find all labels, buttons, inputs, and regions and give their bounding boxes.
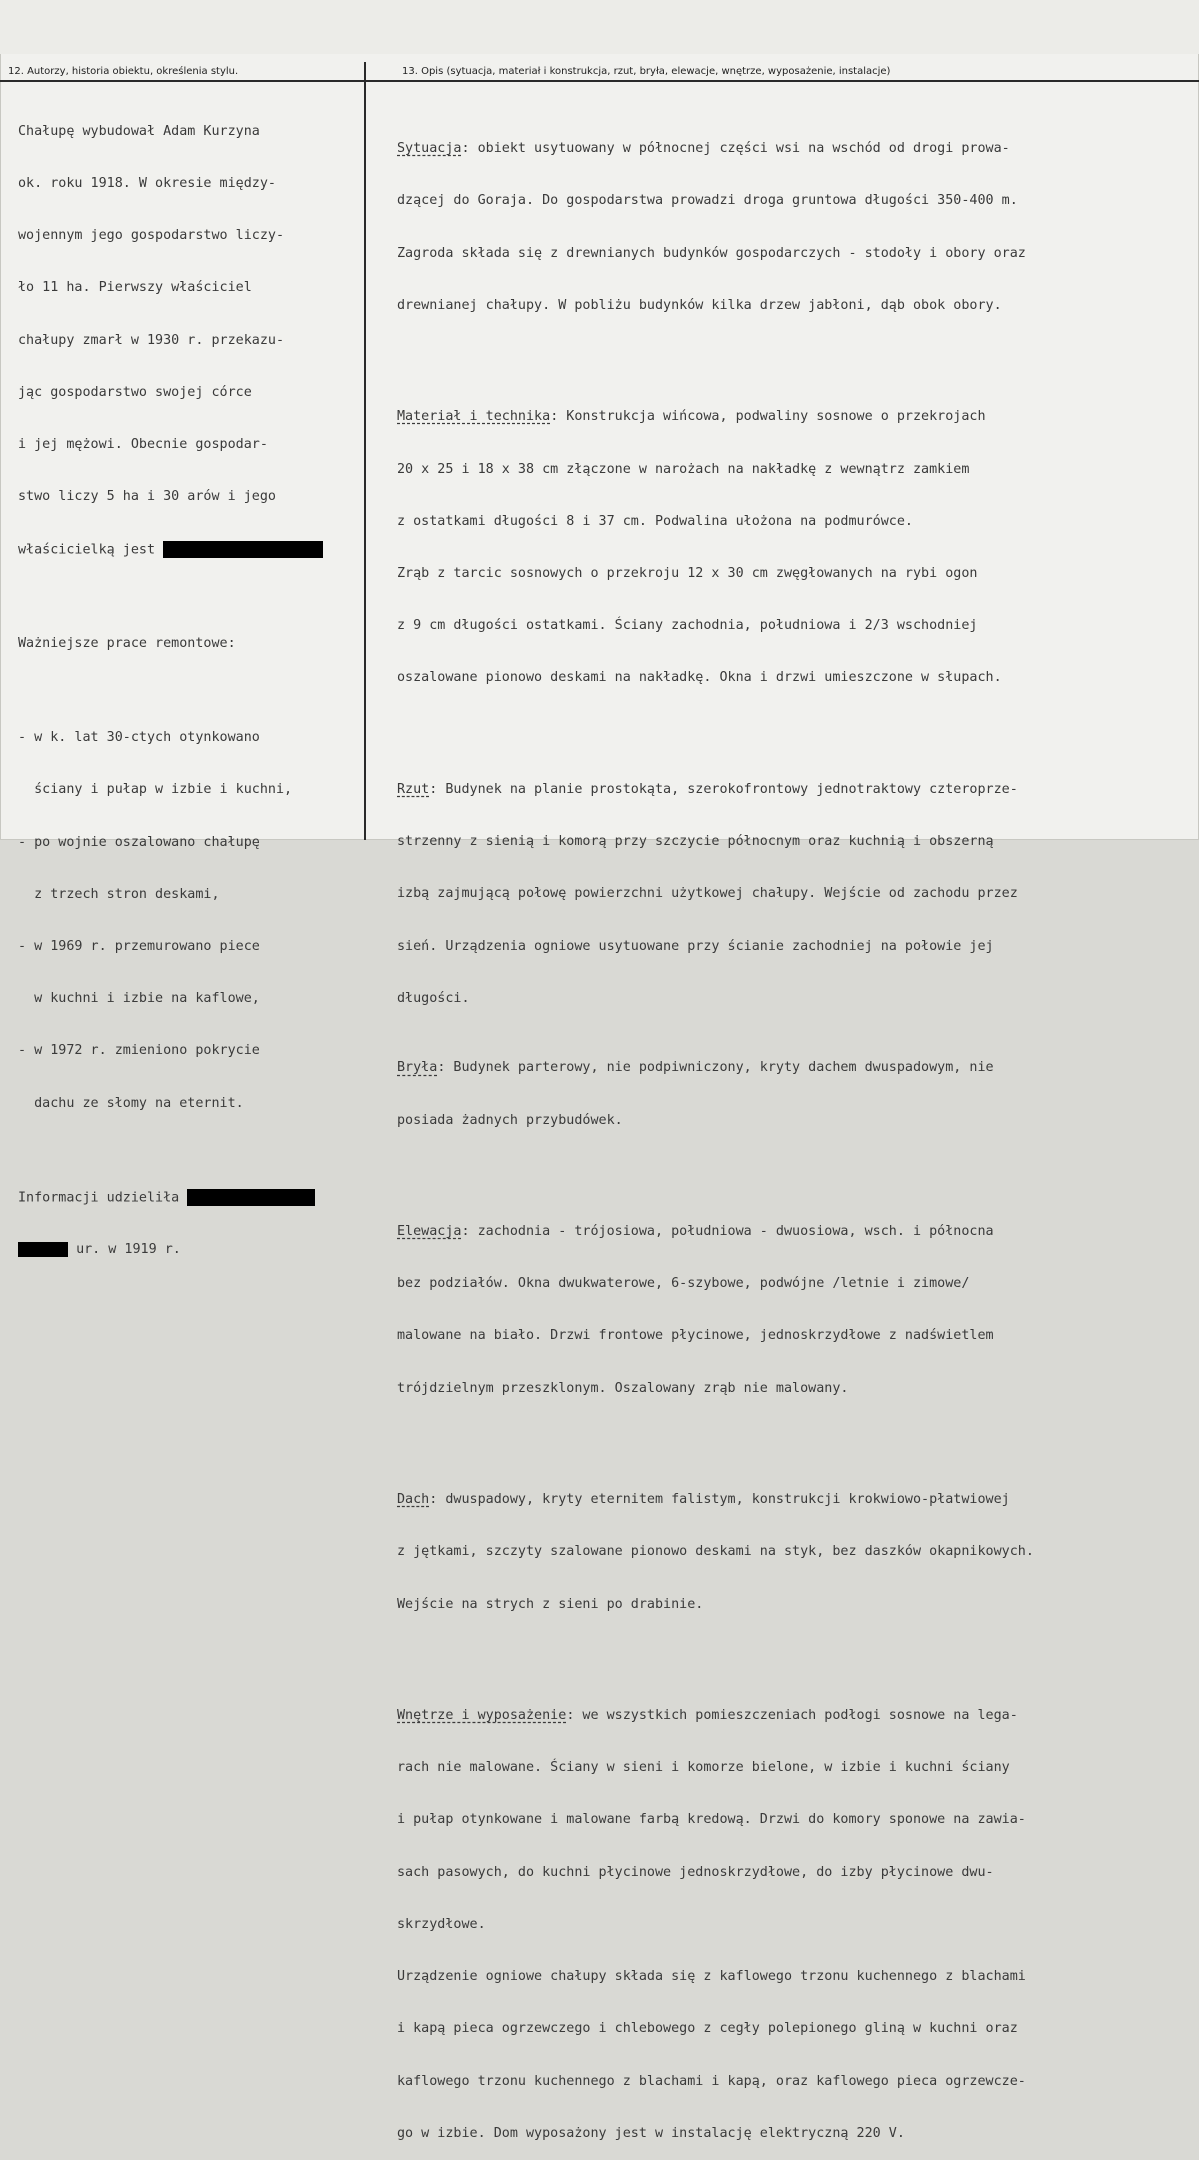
wnetrze-label: Wnętrze i wyposażenie bbox=[397, 1707, 567, 1723]
dach-line: Wejście na strych z sieni po drabinie. bbox=[397, 1596, 704, 1612]
history-line: stwo liczy 5 ha i 30 arów i jego bbox=[18, 489, 276, 505]
rzut-line: strzenny z sienią i komorą przy szczycie północnym oraz kuchnią i obszerną bbox=[397, 834, 994, 850]
elewacja-line: malowane na biało. Drzwi frontowe płycinowe, jednoskrzydłowe z nadświetlem bbox=[397, 1328, 994, 1344]
works-line: w kuchni i izbie na kaflowe, bbox=[18, 991, 260, 1007]
wnetrze-line: Urządzenie ogniowe chałupy składa się z kaflowego trzonu kuchennego z blachami bbox=[397, 1969, 1026, 1985]
dach-line: z jętkami, szczyty szalowane pionowo deskami na styk, bez daszków okapnikowych. bbox=[397, 1544, 1034, 1560]
wnetrze-line: go w izbie. Dom wyposażony jest w instalację elektryczną 220 V. bbox=[397, 2125, 905, 2141]
works-title: Ważniejsze prace remontowe: bbox=[18, 636, 236, 652]
material-line: z 9 cm długości ostatkami. Ściany zachodnia, południowa i 2/3 wschodniej bbox=[397, 618, 978, 634]
elewacja-line: bez podziałów. Okna dwukwaterowe, 6-szybowe, podwójne /letnie i zimowe/ bbox=[397, 1276, 970, 1292]
rzut-line: długości. bbox=[397, 990, 470, 1006]
material-line: z ostatkami długości 8 i 37 cm. Podwalina ułożona na podmurówce. bbox=[397, 513, 913, 529]
dach-line: Dach: dwuspadowy, kryty eternitem falistym, konstrukcji krokwiowo-płatwiowej bbox=[397, 1492, 1010, 1508]
bryla-label: Bryła bbox=[397, 1060, 438, 1076]
redaction-block bbox=[163, 541, 323, 558]
wnetrze-line: rach nie malowane. Ściany w sieni i komorze bielone, w izbie i kuchni ściany bbox=[397, 1760, 1010, 1776]
right-column-text bbox=[397, 88, 1034, 2160]
bryla-line: posiada żadnych przybudówek. bbox=[397, 1112, 623, 1128]
rzut-line: Rzut: Budynek na planie prostokąta, szerokofrontowy jednotraktowy czteroprze- bbox=[397, 781, 1018, 797]
elewacja-line: trójdzielnym przeszklonym. Oszalowany zrąb nie malowany. bbox=[397, 1380, 849, 1396]
rzut-line: izbą zajmującą połowę powierzchni użytkowej chałupy. Wejście od zachodu przez bbox=[397, 886, 1018, 902]
column-divider bbox=[364, 62, 366, 840]
history-line: chałupy zmarł w 1930 r. przekazu- bbox=[18, 332, 285, 348]
works-line: - po wojnie oszalowano chałupę bbox=[18, 834, 260, 850]
elewacja-line: Elewacja: zachodnia - trójosiowa, południowa - dwuosiowa, wsch. i północna bbox=[397, 1224, 994, 1239]
wnetrze-line: skrzydłowe. bbox=[397, 1916, 486, 1932]
history-line: Chałupę wybudował Adam Kurzyna bbox=[18, 123, 260, 139]
rzut-label: Rzut bbox=[397, 781, 430, 797]
material-line: Materiał i technika: Konstrukcja wińcowa, podwaliny sosnowe o przekrojach bbox=[397, 409, 986, 425]
wnetrze-line: Wnętrze i wyposażenie: we wszystkich pomieszczeniach podłogi sosnowe na lega- bbox=[397, 1707, 1018, 1723]
history-line: jąc gospodarstwo swojej córce bbox=[18, 384, 252, 400]
wnetrze-line: kaflowego trzonu kuchennego z blachami i kapą, oraz kaflowego pieca ogrzewcze- bbox=[397, 2073, 1026, 2089]
wnetrze-line: i kapą pieca ogrzewczego i chlebowego z cegły polepionego gliną w kuchni oraz bbox=[397, 2021, 1018, 2037]
sytuacja-label: Sytuacja bbox=[397, 141, 462, 157]
bryla-line: Bryła: Budynek parterowy, nie podpiwniczony, kryty dachem dwuspadowym, nie bbox=[397, 1060, 994, 1076]
owner-line bbox=[18, 541, 323, 559]
wnetrze-line: sach pasowych, do kuchni płycinowe jednoskrzydłowe, do izby płycinowe dwu- bbox=[397, 1864, 994, 1880]
history-line: i jej mężowi. Obecnie gospodar- bbox=[18, 437, 268, 453]
info-line bbox=[18, 1189, 323, 1207]
sytuacja-line: dzącej do Goraja. Do gospodarstwa prowadzi droga gruntowa długości 350-400 m. bbox=[397, 193, 1018, 209]
works-line: - w k. lat 30-ctych otynkowano bbox=[18, 730, 260, 746]
redaction-block bbox=[18, 1242, 68, 1257]
history-line: wojennym jego gospodarstwo liczy- bbox=[18, 228, 285, 244]
works-line: - w 1969 r. przemurowano piece bbox=[18, 939, 260, 954]
dach-label: Dach bbox=[397, 1492, 430, 1508]
wnetrze-line: i pułap otynkowane i malowane farbą kredową. Drzwi do komory sponowe na zawia- bbox=[397, 1812, 1026, 1828]
material-line: oszalowane pionowo deskami na nakładkę. Okna i drzwi umieszczone w słupach. bbox=[397, 670, 1002, 686]
birth-line bbox=[18, 1241, 323, 1258]
elewacja-label: Elewacja bbox=[397, 1224, 462, 1239]
works-line: - w 1972 r. zmieniono pokrycie bbox=[18, 1043, 260, 1059]
info-suffix: ur. w 1919 r. bbox=[76, 1242, 181, 1258]
sytuacja-line: Sytuacja: obiekt usytuowany w północnej części wsi na wschód od drogi prowa- bbox=[397, 141, 1010, 157]
material-line: 20 x 25 i 18 x 38 cm złączone w narożach na nakładkę z wewnątrz zamkiem bbox=[397, 461, 970, 477]
material-line: Zrąb z tarcic sosnowych o przekroju 12 x 30 cm zwęgłowanych na rybi ogon bbox=[397, 565, 978, 581]
sytuacja-line: Zagroda składa się z drewnianych budynków gospodarczych - stodoły i obory oraz bbox=[397, 245, 1026, 261]
material-label: Materiał i technika bbox=[397, 409, 551, 425]
info-prefix: Informacji udzieliła bbox=[18, 1190, 180, 1206]
card-top-margin bbox=[0, 0, 1199, 54]
works-line: dachu ze słomy na eternit. bbox=[18, 1095, 244, 1111]
history-line: ok. roku 1918. W okresie między- bbox=[18, 176, 276, 192]
header-rule bbox=[0, 80, 1199, 82]
rzut-line: sień. Urządzenia ogniowe usytuowane przy ścianie zachodniej na połowie jej bbox=[397, 938, 994, 954]
left-column-text bbox=[18, 88, 323, 1276]
works-line: z trzech stron deskami, bbox=[18, 886, 220, 902]
field-13-header: 13. Opis (sytuacja, materiał i konstrukcja, rzut, bryła, elewacje, wnętrze, wyposażenie, instalacje) bbox=[402, 66, 891, 77]
history-line: ło 11 ha. Pierwszy właściciel bbox=[18, 280, 252, 296]
redaction-block bbox=[187, 1189, 315, 1206]
sytuacja-line: drewnianej chałupy. W pobliżu budynków kilka drzew jabłoni, dąb obok obory. bbox=[397, 297, 1002, 313]
works-line: ściany i pułap w izbie i kuchni, bbox=[18, 782, 293, 798]
field-12-header: 12. Autorzy, historia obiektu, określenia stylu. bbox=[8, 66, 239, 77]
owner-prefix: właścicielką jest bbox=[18, 542, 156, 558]
